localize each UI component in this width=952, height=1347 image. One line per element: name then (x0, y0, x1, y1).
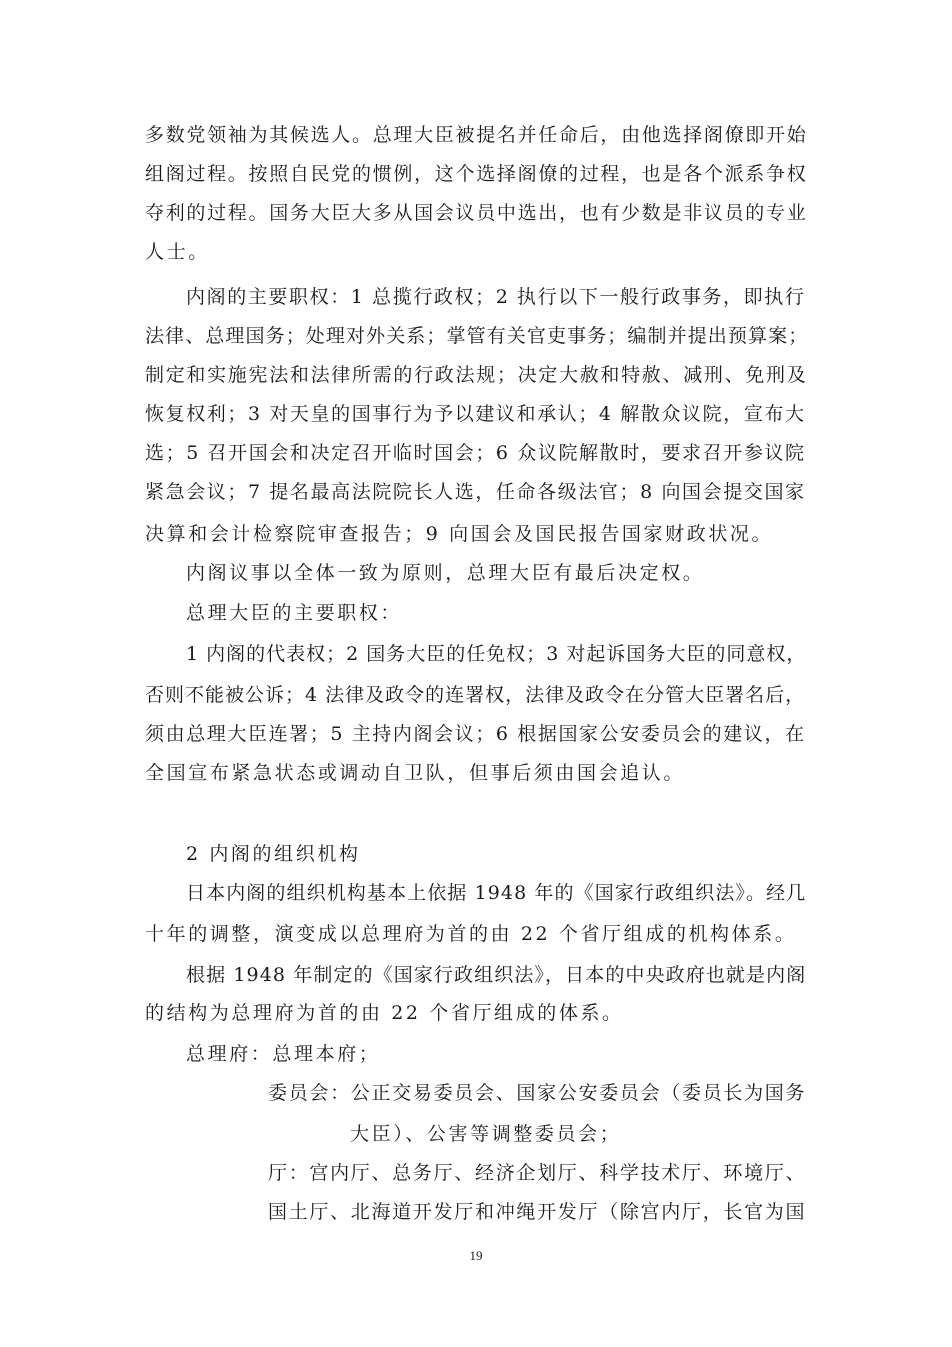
text-line: 国土厅、北海道开发厅和冲绳开发厅（除宫内厅，长官为国 (268, 1201, 807, 1223)
text-line: 的结构为总理府为首的由 22 个省厅组成的体系。 (145, 1002, 624, 1024)
text-line: 全国宣布紧急状态或调动自卫队，但事后须由国会追认。 (145, 762, 686, 784)
page-number: 19 (469, 1248, 483, 1263)
text-line: 多数党领袖为其候选人。总理大臣被提名并任命后，由他选择阁僚即开始 (145, 124, 808, 146)
text-line: 内阁的主要职权：1 总揽行政权；2 执行以下一般行政事务，即执行 (186, 286, 806, 308)
text-line: 厅：宫内厅、总务厅、经济企划厅、科学技术厅、环境厅、 (268, 1162, 807, 1184)
text-line: 人士。 (145, 241, 210, 263)
text-line: 日本内阁的组织机构基本上依据 1948 年的《国家行政组织法》。经几 (186, 882, 807, 904)
text-line: 十年的调整，演变成以总理府为首的由 22 个省厅组成的机构体系。 (145, 923, 797, 945)
text-line: 制定和实施宪法和法律所需的行政法规；决定大赦和特赦、减刑、免刑及 (145, 364, 808, 386)
text-line: 决算和会计检察院审查报告；9 向国会及国民报告国家财政状况。 (145, 523, 774, 545)
text-line: 内阁议事以全体一致为原则，总理大臣有最后决定权。 (186, 562, 705, 584)
section-heading: 2 内阁的组织机构 (186, 843, 361, 865)
text-line: 夺利的过程。国务大臣大多从国会议员中选出，也有少数是非议员的专业 (145, 202, 808, 224)
text-line: 组阁过程。按照自民党的惯例，这个选择阁僚的过程，也是各个派系争权 (145, 163, 808, 185)
text-line: 法律、总理国务；处理对外关系；掌管有关官吏事务；编制并提出预算案； (145, 325, 809, 347)
text-line: 选；5 召开国会和决定召开临时国会；6 众议院解散时，要求召开参议院 (145, 442, 806, 464)
text-line: 总理府：总理本府； (186, 1043, 381, 1065)
text-line: 恢复权利；3 对天皇的国事行为予以建议和承认；4 解散众议院，宣布大 (145, 403, 806, 425)
text-line: 1 内阁的代表权；2 国务大臣的任免权；3 对起诉国务大臣的同意权， (186, 643, 807, 665)
text-line: 根据 1948 年制定的《国家行政组织法》，日本的中央政府也就是内阁 (186, 964, 807, 986)
text-line: 委员会：公正交易委员会、国家公安委员会（委员长为国务 (268, 1082, 807, 1104)
text-line: 否则不能被公诉；4 法律及政令的连署权，法律及政令在分管大臣署名后， (145, 684, 806, 706)
text-line: 大臣）、公害等调整委员会； (350, 1123, 622, 1145)
text-line: 总理大臣的主要职权： (186, 602, 403, 624)
text-line: 须由总理大臣连署；5 主持内阁会议；6 根据国家公安委员会的建议，在 (145, 723, 806, 745)
text-line: 紧急会议；7 提名最高法院院长人选，任命各级法官；8 向国会提交国家 (145, 481, 806, 503)
